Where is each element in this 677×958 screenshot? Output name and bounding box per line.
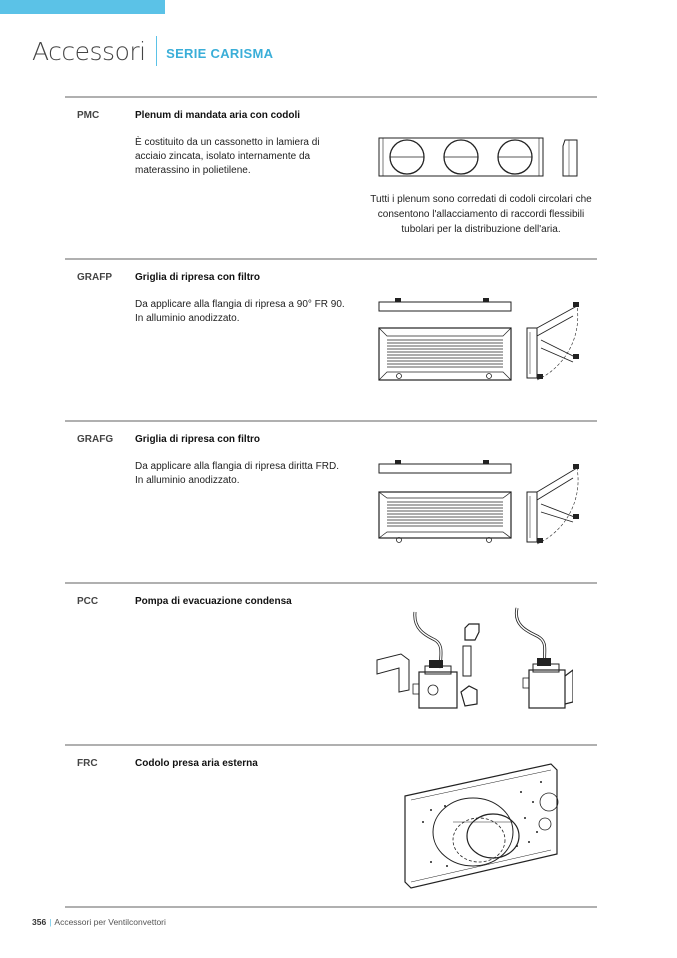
product-name: Pompa di evacuazione condensa [135, 596, 292, 607]
section-frc [65, 744, 597, 908]
series-label: SERIE CARISMA [166, 45, 274, 61]
section-grafg [65, 420, 597, 580]
grille-drawing [377, 296, 592, 386]
section-rule [65, 258, 597, 260]
product-name: Plenum di mandata aria con codoli [135, 110, 301, 121]
bottom-rule-wrap [65, 906, 597, 908]
page-footer [32, 917, 166, 927]
plenum-drawing [377, 136, 587, 180]
product-note: Tutti i plenum sono corredati di codoli circolari che consentono l'allacciamento di raccordi flessibili tubolari per la distribuzione dell'aria. [370, 194, 592, 235]
grille-drawing [377, 458, 592, 550]
pump-drawing [373, 606, 573, 718]
section-rule [65, 420, 597, 422]
product-code: PCC [77, 596, 99, 607]
product-code: FRC [77, 758, 98, 769]
product-code: GRAFG [77, 434, 114, 445]
product-description: Da applicare alla flangia di ripresa a 90° FR 90. In alluminio anodizzato. [135, 299, 345, 324]
bottom-rule [65, 906, 597, 908]
product-name: Codolo presa aria esterna [135, 758, 258, 769]
page-title: Accessori [32, 36, 146, 66]
section-rule [65, 96, 597, 98]
footer-text: Accessori per Ventilconvettori [54, 917, 166, 927]
section-grafp [65, 258, 597, 418]
header-divider [156, 36, 158, 66]
section-rule [65, 744, 597, 746]
product-name: Griglia di ripresa con filtro [135, 272, 261, 283]
section-rule [65, 582, 597, 584]
product-description: È costituito da un cassonetto in lamiera di acciaio zincata, isolato internamente da materassino in polietilene. [135, 137, 320, 176]
product-name: Griglia di ripresa con filtro [135, 434, 261, 445]
section-pcc [65, 582, 597, 742]
product-description: Da applicare alla flangia di ripresa diritta FRD. In alluminio anodizzato. [135, 461, 339, 486]
product-code: GRAFP [77, 272, 112, 283]
air-intake-drawing [401, 762, 561, 892]
footer-divider: | [49, 917, 52, 927]
section-pmc [65, 96, 597, 256]
page-number: 356 [32, 917, 47, 927]
top-accent-bar [0, 0, 165, 14]
page-header [32, 36, 273, 66]
product-code: PMC [77, 110, 100, 121]
